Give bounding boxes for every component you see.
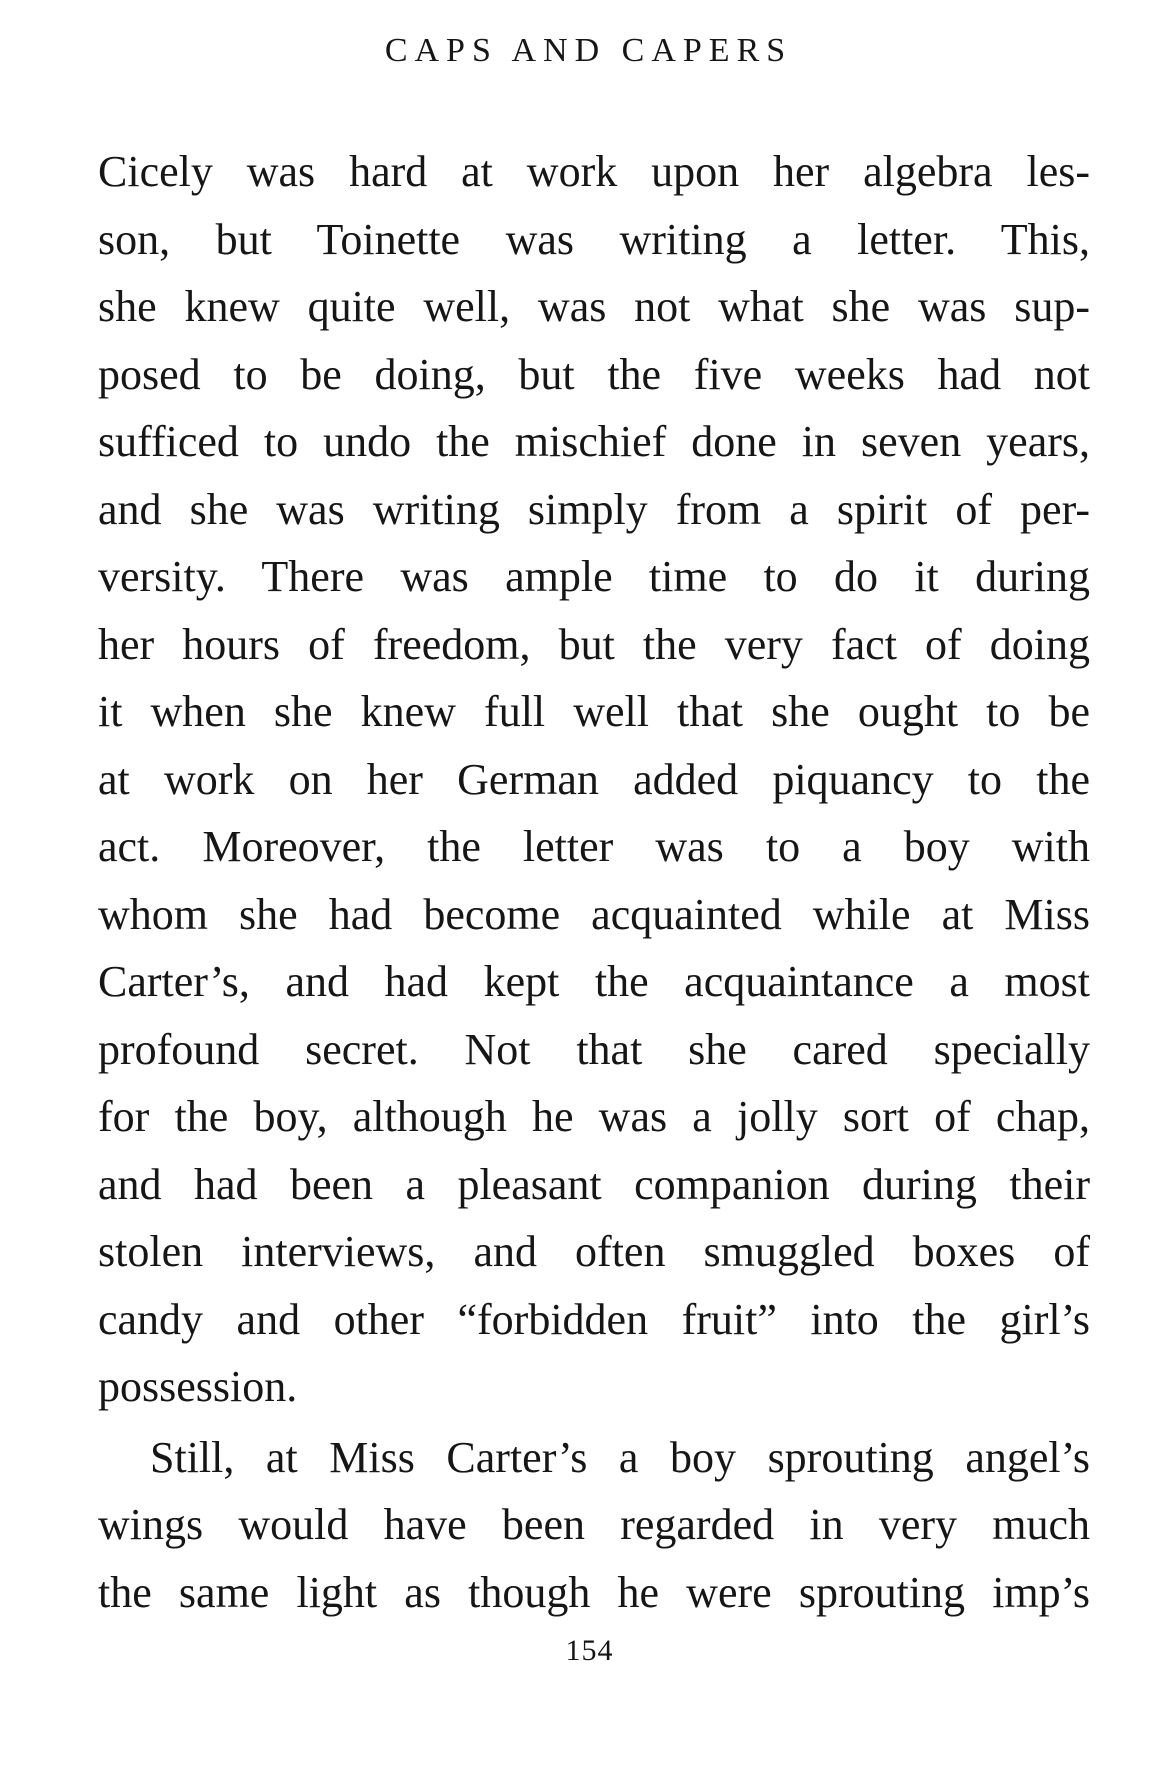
page-number: 154: [565, 1634, 614, 1667]
text-line: sufficed to undo the mischief done in seven years,: [98, 417, 1090, 466]
paragraph-2: [98, 1424, 1090, 1627]
text-line: for the boy, although he was a jolly sort of chap,: [98, 1092, 1090, 1141]
text-line: her hours of freedom, but the very fact of doing: [98, 619, 1090, 669]
text-line: and she was writing simply from a spirit of per-: [98, 484, 1090, 534]
text-line: versity. There was ample time to do it during: [98, 552, 1090, 601]
text-line: whom she had become acquainted while at Miss: [98, 889, 1090, 939]
text-line: at work on her German added piquancy to the: [98, 754, 1090, 804]
text-line: profound secret. Not that she cared specially: [98, 1024, 1090, 1074]
text-line: Cicely was hard at work upon her algebra les-: [98, 147, 1090, 196]
text-line: Carter’s, and had kept the acquaintance a most: [98, 957, 1090, 1006]
text-line: wings would have been regarded in very much: [98, 1500, 1090, 1549]
paragraph-1: [98, 138, 1090, 1421]
text-line: stolen interviews, and often smuggled boxes of: [98, 1227, 1090, 1276]
text-line: possession.: [98, 1362, 298, 1411]
body-text: [98, 138, 1090, 1626]
text-line: she knew quite well, was not what she was sup-: [98, 282, 1090, 331]
text-line: it when she knew full well that she ought to be: [98, 687, 1090, 736]
text-line: and had been a pleasant companion during their: [98, 1159, 1090, 1209]
text-line: posed to be doing, but the five weeks had not: [98, 349, 1090, 399]
text-line: the same light as though he were sprouting imp’s: [98, 1567, 1090, 1617]
running-head: CAPS AND CAPERS: [384, 32, 793, 69]
text-line: son, but Toinette was writing a letter. This,: [98, 214, 1090, 264]
text-line: candy and other “forbidden fruit” into the girl’s: [98, 1294, 1090, 1344]
text-line: Still, at Miss Carter’s a boy sprouting angel’s: [150, 1432, 1090, 1482]
text-line: act. Moreover, the letter was to a boy with: [98, 822, 1090, 871]
